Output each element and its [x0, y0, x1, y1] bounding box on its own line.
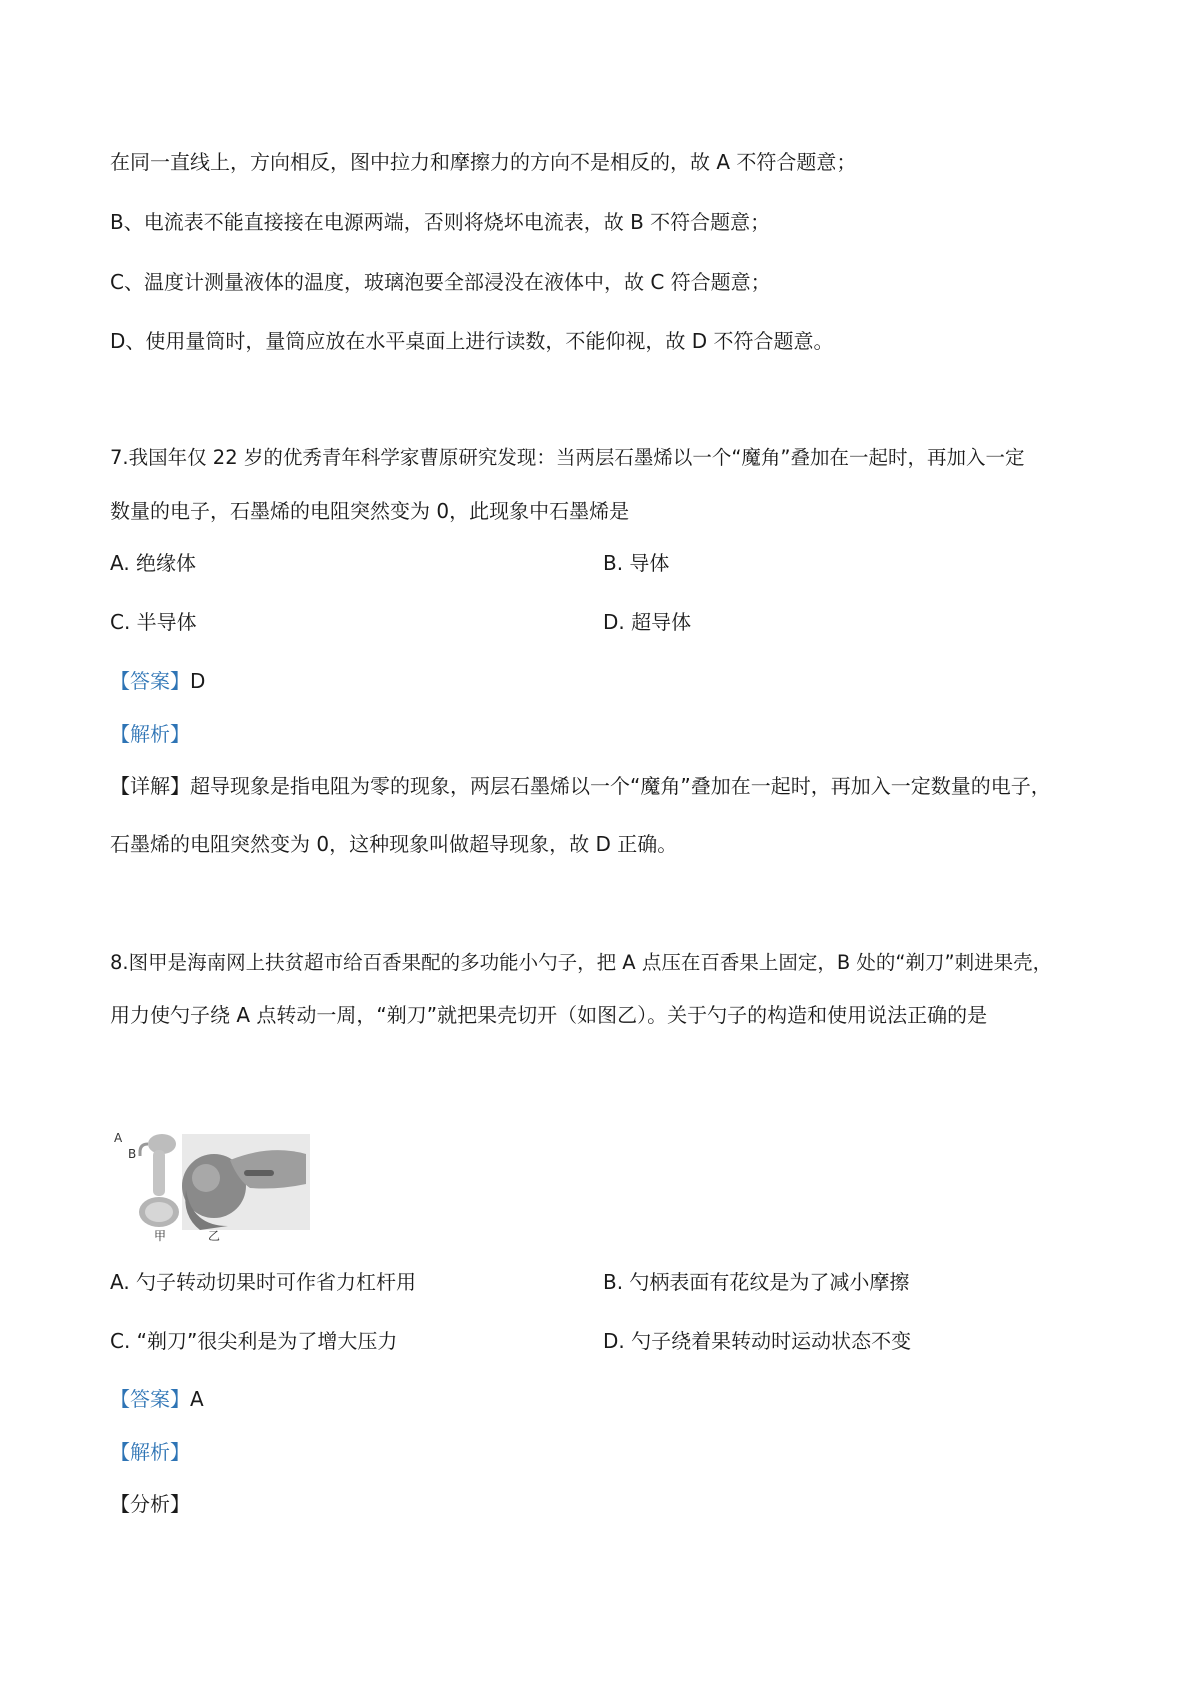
q8-answer-label: 【答案】 — [110, 1387, 190, 1411]
figure-label-a: A — [114, 1131, 123, 1145]
q7-detail-line-2: 石墨烯的电阻突然变为 0，这种现象叫做超导现象，故 D 正确。 — [110, 832, 678, 856]
q7-option-c: C. 半导体 — [110, 610, 197, 634]
hand-fruit-drawing — [182, 1134, 310, 1230]
q8-stem-line-1: 8.图甲是海南网上扶贫超市给百香果配的多功能小勺子，把 A 点压在百香果上固定，B 处的“剃刀”刺进果壳， — [110, 951, 1053, 974]
q8-stem-line-2: 用力使勺子绕 A 点转动一周，“剃刀”就把果壳切开（如图乙）。关于勺子的构造和使用说法正确的是 — [110, 1003, 988, 1027]
q8-option-b: B. 勺柄表面有花纹是为了减小摩擦 — [603, 1270, 910, 1294]
q8-option-d: D. 勺子绕着果转动时运动状态不变 — [603, 1329, 912, 1353]
spoon-figure — [110, 1130, 310, 1242]
q6-line-2: B、电流表不能直接接在电源两端，否则将烧坏电流表，故 B 不符合题意； — [110, 210, 771, 234]
q8-fenxi-label: 【分析】 — [110, 1492, 190, 1516]
q7-answer-label: 【答案】 — [110, 669, 190, 693]
figure-label-yi: 乙 — [208, 1229, 221, 1242]
q7-option-d: D. 超导体 — [603, 610, 692, 634]
q8-option-c: C. “剃刀”很尖利是为了增大压力 — [110, 1329, 398, 1353]
q7-option-b: B. 导体 — [603, 551, 670, 575]
figure-label-b: B — [128, 1147, 137, 1161]
q7-answer-value: D — [190, 669, 206, 693]
spoon-figure-image — [110, 1130, 310, 1242]
spoon-drawing — [139, 1134, 179, 1227]
q7-detail-line-1 — [110, 772, 1051, 800]
q6-line-3: C、温度计测量液体的温度，玻璃泡要全部浸没在液体中，故 C 符合题意； — [110, 270, 771, 294]
q6-line-4: D、使用量筒时，量筒应放在水平桌面上进行读数，不能仰视，故 D 不符合题意。 — [110, 329, 834, 353]
q7-stem-line-1: 7.我国年仅 22 岁的优秀青年科学家曹原研究发现：当两层石墨烯以一个“魔角”叠加在一起时，再加入一定 — [110, 446, 1025, 469]
figure-label-jia: 甲 — [154, 1229, 167, 1242]
q7-detail-text-1: 超导现象是指电阻为零的现象，两层石墨烯以一个“魔角”叠加在一起时，再加入一定数量的电子， — [190, 774, 1051, 798]
q8-answer — [110, 1385, 204, 1413]
q7-answer — [110, 667, 205, 695]
q8-analysis-label: 【解析】 — [110, 1440, 190, 1464]
q8-answer-value: A — [190, 1387, 204, 1411]
q7-stem-line-2: 数量的电子，石墨烯的电阻突然变为 0，此现象中石墨烯是 — [110, 499, 630, 523]
q6-line-1: 在同一直线上，方向相反，图中拉力和摩擦力的方向不是相反的，故 A 不符合题意； — [110, 150, 857, 174]
q7-option-a: A. 绝缘体 — [110, 551, 197, 575]
q7-analysis-label: 【解析】 — [110, 722, 190, 746]
q7-detail-label: 【详解】 — [110, 774, 190, 798]
q8-option-a: A. 勺子转动切果时可作省力杠杆用 — [110, 1270, 417, 1294]
